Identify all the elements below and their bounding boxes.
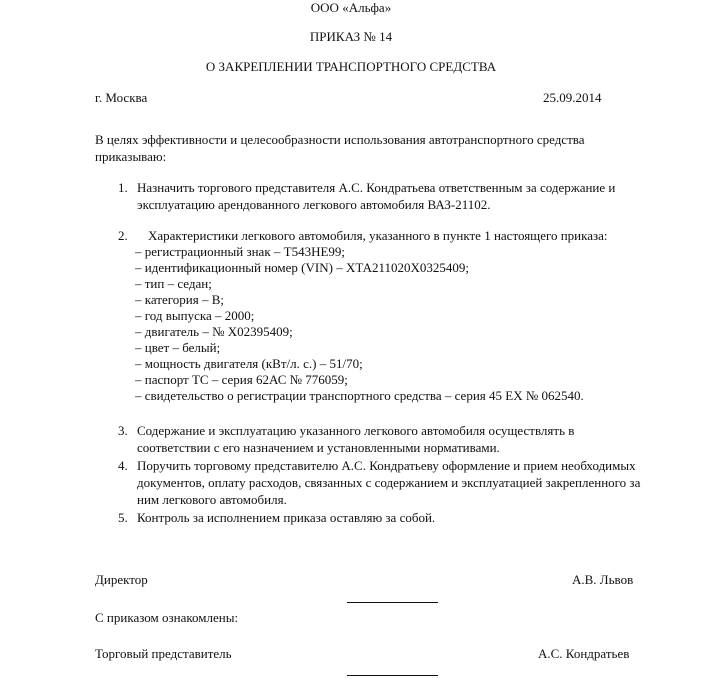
item-line: Контроль за исполнением приказа оставляю за собой.: [137, 510, 436, 525]
characteristic-line: – свидетельство о регистрации транспортного средства – серия 45 ЕХ № 062540.: [135, 388, 584, 403]
order-date: 25.09.2014: [543, 90, 602, 105]
company-name: ООО «Альфа»: [310, 0, 392, 15]
characteristic-line: – мощность двигателя (кВт/л. с.) – 51/70;: [135, 356, 363, 371]
acquainted-label: С приказом ознакомлены:: [95, 610, 239, 625]
characteristic-line: – паспорт ТС – серия 62АС № 776059;: [135, 372, 348, 387]
item-line: Назначить торгового представителя А.С. Кондратьева ответственным за содержание и: [137, 180, 616, 195]
item-number: 4.: [118, 458, 128, 473]
item-line: Поручить торговому представителю А.С. Кондратьеву оформление и прием необходимых: [137, 458, 636, 473]
director-signature-line: [347, 602, 438, 603]
item-line: соответствии с его назначением и установленными нормативами.: [137, 440, 500, 455]
item-line: документов, оплату расходов, связанных с содержанием и эксплуатацией закрепленного за: [137, 475, 641, 490]
order-subject: О ЗАКРЕПЛЕНИИ ТРАНСПОРТНОГО СРЕДСТВА: [205, 59, 497, 74]
director-label: Директор: [95, 572, 148, 587]
rep-label: Торговый представитель: [95, 646, 232, 661]
city: г. Москва: [95, 90, 148, 105]
characteristic-line: – тип – седан;: [135, 276, 212, 291]
preamble-line: приказываю:: [95, 149, 167, 164]
characteristic-line: – категория – В;: [135, 292, 224, 307]
characteristic-line: – цвет – белый;: [135, 340, 221, 355]
characteristic-line: – год выпуска – 2000;: [135, 308, 255, 323]
item-line: ним легкового автомобиля.: [137, 492, 287, 507]
item-number: 3.: [118, 423, 128, 438]
item-line: Содержание и эксплуатацию указанного легкового автомобиля осуществлять в: [137, 423, 575, 438]
preamble-line: В целях эффективности и целесообразности использования автотранспортного средства: [95, 132, 585, 147]
rep-signature-line: [347, 675, 438, 676]
characteristic-line: – двигатель – № Х02395409;: [135, 324, 293, 339]
item-number: 1.: [118, 180, 128, 195]
director-name: А.В. Львов: [572, 572, 634, 587]
order-title: ПРИКАЗ № 14: [309, 29, 393, 44]
characteristic-line: – регистрационный знак – Т543НЕ99;: [135, 244, 346, 259]
item-line: эксплуатацию арендованного легкового автомобиля ВАЗ-21102.: [137, 197, 491, 212]
characteristic-line: – идентификационный номер (VIN) – ХТА211020Х0325409;: [135, 260, 470, 275]
item-line: Характеристики легкового автомобиля, указанного в пункте 1 настоящего приказа:: [148, 228, 608, 243]
item-number: 5.: [118, 510, 128, 525]
item-number: 2.: [118, 228, 128, 243]
rep-name: А.С. Кондратьев: [538, 646, 630, 661]
